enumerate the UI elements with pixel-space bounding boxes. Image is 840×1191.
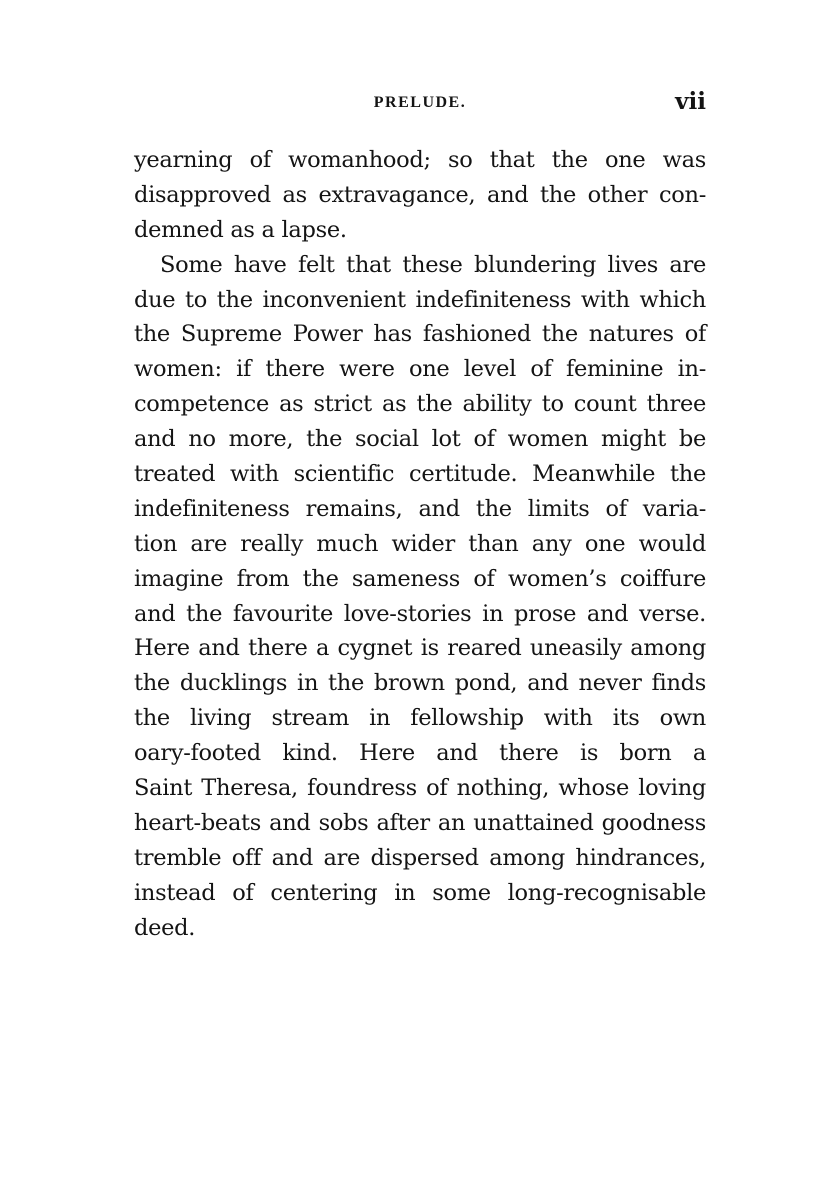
text-line: due to the inconvenient indefiniteness with which bbox=[134, 286, 706, 313]
text-line: yearning of womanhood; so that the one was bbox=[134, 147, 706, 173]
paragraph-1 bbox=[134, 143, 706, 248]
text-line: heart-beats and sobs after an unattained goodness bbox=[134, 809, 706, 836]
paragraph-2 bbox=[134, 248, 706, 946]
text-line: oary-footed kind. Here and there is born a bbox=[134, 740, 706, 767]
text-line: tion are really much wider than any one would bbox=[134, 530, 706, 557]
text-line: disapproved as extravagance, and the other con- bbox=[134, 181, 706, 208]
text-line: Some have felt that these blundering lives are bbox=[160, 251, 706, 278]
text-line: demned as a lapse. bbox=[134, 216, 347, 243]
text-line: tremble off and are dispersed among hindrances, bbox=[134, 844, 706, 871]
running-head bbox=[134, 88, 706, 122]
running-title: PRELUDE. bbox=[373, 94, 467, 111]
text-line: the living stream in fellowship with its own bbox=[134, 705, 706, 732]
body-text bbox=[134, 143, 706, 945]
text-line: Here and there a cygnet is reared uneasily among bbox=[134, 635, 706, 662]
text-line: women: if there were one level of feminine in- bbox=[134, 356, 706, 383]
page-number: vii bbox=[675, 88, 706, 115]
text-line: deed. bbox=[134, 914, 196, 941]
text-line: the ducklings in the brown pond, and never finds bbox=[134, 670, 706, 697]
text-line: and the favourite love-stories in prose and verse. bbox=[134, 600, 706, 627]
text-line: the Supreme Power has fashioned the natures of bbox=[134, 321, 706, 348]
text-line: Saint Theresa, foundress of nothing, whose loving bbox=[134, 775, 706, 802]
text-line: treated with scientific certitude. Meanwhile the bbox=[134, 461, 706, 488]
text-line: indefiniteness remains, and the limits of varia- bbox=[134, 495, 706, 522]
text-line: and no more, the social lot of women might be bbox=[134, 426, 706, 453]
text-line: competence as strict as the ability to count three bbox=[134, 391, 706, 418]
text-line: instead of centering in some long-recognisable bbox=[134, 879, 706, 906]
text-line: imagine from the sameness of women’s coiffure bbox=[134, 565, 706, 592]
